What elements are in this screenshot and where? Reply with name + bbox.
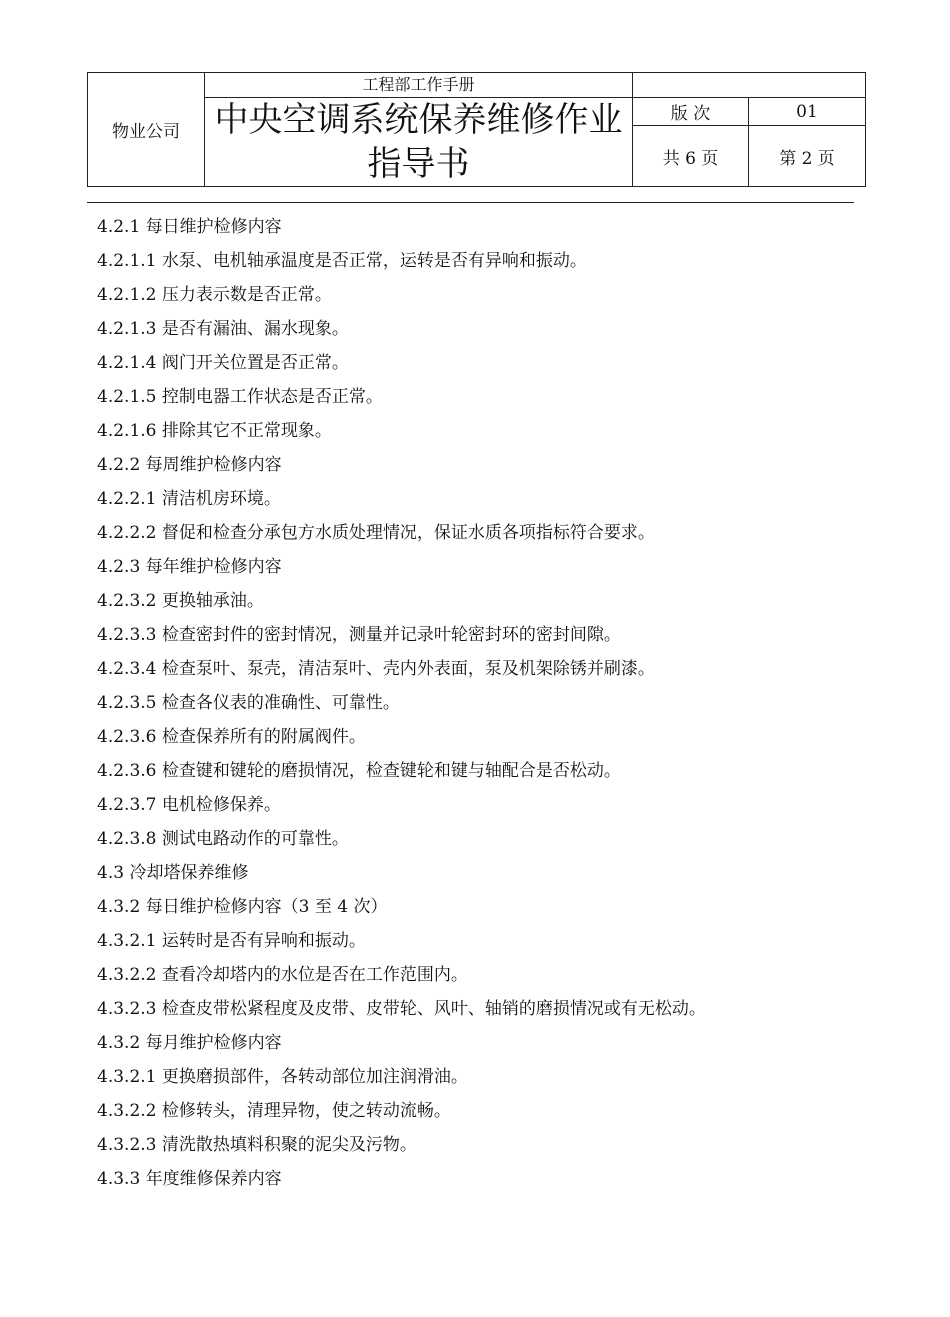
company-name: 物业公司 (88, 73, 205, 187)
list-item: 4.2.1.1 水泵、电机轴承温度是否正常，运转是否有异响和振动。 (97, 251, 587, 271)
list-item: 4.2.2.1 清洁机房环境。 (97, 489, 281, 509)
list-item: 4.3 冷却塔保养维修 (97, 863, 249, 883)
list-item: 4.2.3 每年维护检修内容 (97, 557, 282, 577)
list-item: 4.3.2 每月维护检修内容 (97, 1033, 282, 1053)
header-blank-cell (633, 73, 866, 98)
list-item: 4.2.3.4 检查泵叶、泵壳，清洁泵叶、壳内外表面，泵及机架除锈并刷漆。 (97, 659, 655, 679)
list-item: 4.2.3.6 检查键和键轮的磨损情况，检查键轮和键与轴配合是否松动。 (97, 761, 621, 781)
list-item: 4.2.2 每周维护检修内容 (97, 455, 282, 475)
document-header-table (87, 72, 866, 187)
list-item: 4.2.2.2 督促和检查分承包方水质处理情况，保证水质各项指标符合要求。 (97, 523, 655, 543)
manual-name: 工程部工作手册 (205, 73, 633, 98)
list-item: 4.3.2.2 检修转头，清理异物，使之转动流畅。 (97, 1101, 451, 1121)
list-item: 4.2.3.8 测试电路动作的可靠性。 (97, 829, 349, 849)
list-item: 4.2.1 每日维护检修内容 (97, 217, 282, 237)
current-page: 第 2 页 (749, 126, 866, 187)
list-item: 4.3.3 年度维修保养内容 (97, 1169, 282, 1189)
list-item: 4.2.3.5 检查各仪表的准确性、可靠性。 (97, 693, 400, 713)
version-label: 版 次 (633, 98, 749, 126)
list-item: 4.2.1.3 是否有漏油、漏水现象。 (97, 319, 349, 339)
list-item: 4.2.3.2 更换轴承油。 (97, 591, 264, 611)
list-item: 4.3.2 每日维护检修内容（3 至 4 次） (97, 897, 388, 917)
list-item: 4.2.3.7 电机检修保养。 (97, 795, 281, 815)
list-item: 4.3.2.1 运转时是否有异响和振动。 (97, 931, 366, 951)
document-title: 中央空调系统保养维修作业指导书 (205, 98, 633, 187)
instruction-list (97, 210, 857, 1196)
list-item: 4.3.2.2 查看冷却塔内的水位是否在工作范围内。 (97, 965, 468, 985)
total-pages: 共 6 页 (633, 126, 749, 187)
list-item: 4.2.3.3 检查密封件的密封情况，测量并记录叶轮密封环的密封间隙。 (97, 625, 621, 645)
list-item: 4.2.1.2 压力表示数是否正常。 (97, 285, 332, 305)
header-divider (87, 202, 854, 203)
list-item: 4.2.1.5 控制电器工作状态是否正常。 (97, 387, 383, 407)
list-item: 4.3.2.3 清洗散热填料积聚的泥尖及污物。 (97, 1135, 417, 1155)
list-item: 4.3.2.3 检查皮带松紧程度及皮带、皮带轮、风叶、轴销的磨损情况或有无松动。 (97, 999, 706, 1019)
version-value: 01 (749, 98, 866, 126)
list-item: 4.2.1.6 排除其它不正常现象。 (97, 421, 332, 441)
list-item: 4.2.1.4 阀门开关位置是否正常。 (97, 353, 349, 373)
list-item: 4.2.3.6 检查保养所有的附属阀件。 (97, 727, 366, 747)
list-item: 4.3.2.1 更换磨损部件，各转动部位加注润滑油。 (97, 1067, 468, 1087)
